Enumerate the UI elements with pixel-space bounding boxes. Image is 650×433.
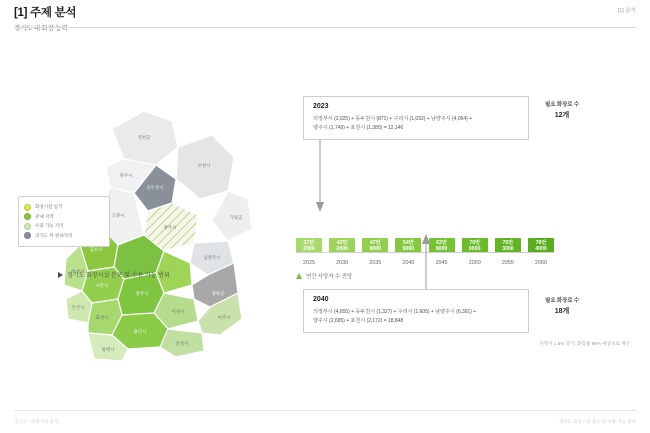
map-label-yangju: 양주시	[163, 225, 177, 230]
x-tick: 2040	[402, 260, 415, 266]
map-caption	[58, 270, 170, 279]
bar-value-line2: 9000	[435, 245, 448, 252]
bar-value-line1: 70만	[469, 240, 481, 247]
map-caption-text: 경기도 화장시설 분포 및 수용 가능 범위	[67, 273, 170, 279]
x-tick: 2025	[303, 260, 315, 266]
map-legend	[18, 196, 110, 247]
bar-column	[296, 238, 322, 252]
bar-value-line2: 2000	[336, 245, 348, 252]
x-tick: 2030	[336, 260, 349, 266]
map-label-anseong: 안성시	[175, 341, 189, 346]
need-furnaces-2040	[528, 296, 596, 316]
map-label-hwaseong: 화성시	[95, 315, 109, 320]
map-label-yeoncheon: 연천군	[137, 135, 151, 140]
need-label: 필요 화장로 수	[545, 102, 579, 108]
x-tick: 2060	[534, 260, 547, 266]
bar-column	[495, 238, 521, 252]
bar-value-line2: 3000	[502, 245, 514, 252]
legend-label: 수용 가능 지역	[35, 223, 64, 228]
map-label-goyang: 고양시	[111, 213, 125, 218]
bar-column	[462, 238, 488, 252]
bar-value-line1: 37만	[303, 240, 315, 247]
legend-label: 관내 지역	[35, 213, 54, 219]
map-label-yeoju: 여주시	[217, 315, 231, 320]
bar-value-line1: 54만	[403, 240, 414, 247]
bar-value-line1: 42만	[336, 240, 348, 247]
callout-2040	[303, 289, 529, 333]
bar-value-line1: 76만	[535, 240, 547, 247]
bar-column	[528, 238, 554, 252]
chart-series-legend	[296, 272, 352, 280]
bar-value-line2: 9000	[402, 245, 415, 252]
legend-swatch-icon	[24, 232, 31, 239]
header-divider	[14, 27, 636, 28]
need-value: 12개	[554, 112, 570, 119]
map-label-paju: 파주시	[119, 173, 133, 178]
callout-line-2: 양주시 (2,695) + 포천시 (2,172) = 18,848	[313, 318, 404, 325]
callout-year: 2023	[313, 103, 329, 110]
legend-item	[24, 213, 104, 220]
series-legend-label: 연간 사망자 수 전망	[306, 274, 353, 280]
triangle-right-icon	[58, 272, 63, 278]
legend-swatch-icon	[24, 213, 31, 220]
x-tick: 2035	[369, 260, 382, 266]
map-label-gwangju: 광주시	[135, 291, 149, 296]
header-right-label: [1] 분석	[617, 8, 636, 14]
footer-divider	[14, 410, 636, 411]
legend-item	[24, 232, 104, 239]
page-title: [1] 주제 분석	[14, 7, 77, 19]
legend-swatch-icon	[24, 223, 31, 230]
x-tick: 2055	[501, 260, 514, 266]
x-tick: 2045	[435, 260, 448, 266]
bar-value-line2: 2000	[303, 245, 315, 252]
map-label-bucheon: 부천시	[71, 269, 85, 274]
callout-line-2: 양주시 (1,749) + 포천시 (1,385) = 12,146	[313, 125, 404, 132]
bar-2060[interactable]	[528, 238, 554, 252]
map-label-siheung: 시흥시	[95, 283, 109, 288]
legend-item	[24, 204, 104, 211]
slide-header	[0, 0, 650, 32]
legend-label: 화장시설 입지	[35, 204, 63, 209]
bar-2055[interactable]	[495, 238, 521, 252]
need-label: 필요 화장로 수	[545, 298, 579, 304]
bar-value-line2: 9000	[369, 245, 382, 252]
bar-value-line2: 4000	[535, 245, 547, 252]
bar-column	[362, 238, 388, 252]
map-label-namyangju: 남양주시	[203, 255, 221, 260]
callout-line-1: 의정부시 (4,655) + 동두천시 (1,327) + 구리시 (1,605) + 남양주시 (6,391) +	[313, 309, 477, 315]
map-label-pocheon: 포천시	[197, 163, 211, 168]
map-label-pyeongtaek: 평택시	[101, 347, 115, 352]
footer-left-text: 경기도 · 화장시설 분석	[14, 419, 59, 424]
legend-item	[24, 223, 104, 230]
map-label-yangpyeong: 양평군	[211, 291, 225, 296]
footer-right-text: 경기도 화장시설 분포 및 수용 가능 범위	[558, 419, 636, 424]
bar-value-line2: 9000	[468, 245, 481, 252]
bar-2035[interactable]	[362, 238, 388, 252]
map-label-yongin: 용인시	[133, 329, 147, 334]
callout-year: 2040	[313, 296, 329, 303]
legend-label: 경기도 外 관내지역	[35, 232, 73, 238]
chart-note: 사망자 1.5% 증가, 화장률 99% 예상치로 계산	[539, 341, 630, 346]
x-tick: 2050	[468, 260, 481, 266]
bar-column	[329, 238, 355, 252]
connector-2023	[296, 130, 366, 220]
map-label-gimpo: 김포시	[89, 247, 103, 252]
need-furnaces-2023	[528, 100, 596, 120]
map-label-dongducheon: 동두천시	[146, 185, 164, 190]
bar-2050[interactable]	[462, 238, 488, 252]
bar-value-line1: 75만	[502, 240, 514, 247]
map-label-gapyeong: 가평군	[229, 215, 243, 220]
need-value: 18개	[554, 308, 570, 315]
bar-value-line1: 47만	[369, 240, 381, 247]
bar-2030[interactable]	[329, 238, 355, 252]
bar-2025[interactable]	[296, 238, 322, 252]
page-subtitle: 경기도 내 화장 능력	[14, 25, 68, 32]
legend-swatch-icon	[24, 204, 31, 211]
callout-line-1: 의정부시 (3,025) + 동두천시 (871) + 구리시 (1,032) + 남양주시 (4,064) +	[313, 116, 472, 122]
map-label-ansan: 안산시	[71, 305, 85, 310]
callout-2023	[303, 96, 529, 140]
bar-value-line1: 63만	[436, 240, 447, 247]
triangle-up-icon	[296, 273, 302, 279]
connector-2040	[402, 232, 462, 294]
map-label-icheon: 이천시	[171, 309, 185, 314]
